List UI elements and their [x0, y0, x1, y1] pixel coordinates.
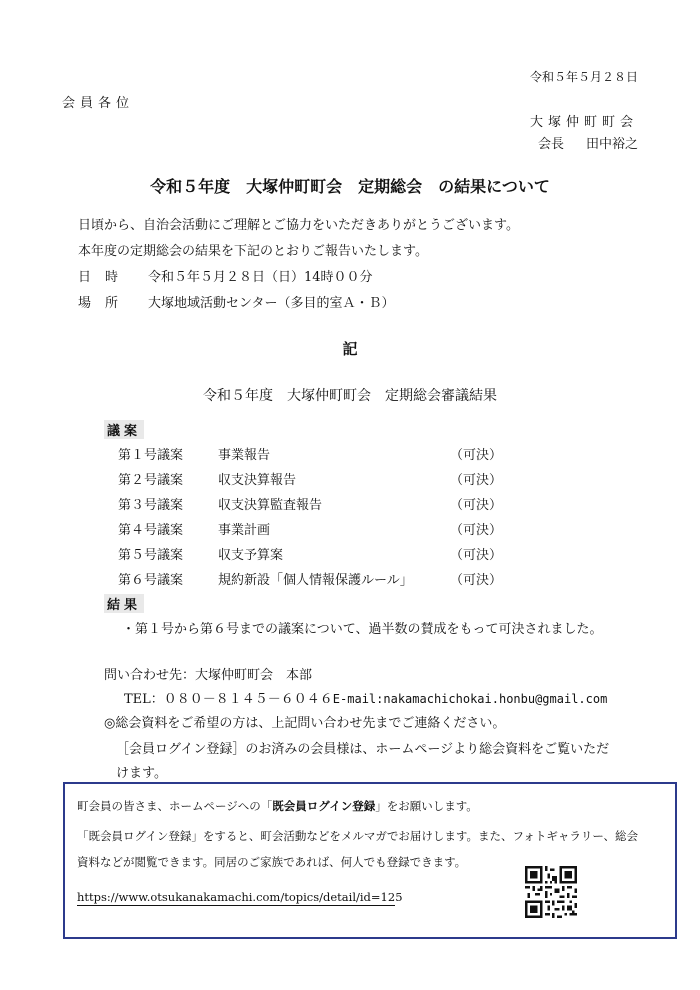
agenda-title: 事業計画: [218, 523, 271, 538]
agenda-title: 事業報告: [218, 448, 271, 463]
result-text: ・第１号から第６号までの議案について、過半数の賛成をもって可決されました。: [122, 622, 603, 637]
agenda-status: （可決）: [450, 498, 503, 513]
tel-email-line: [124, 688, 607, 707]
agenda-row: [118, 544, 502, 563]
qr-code-icon[interactable]: [525, 866, 577, 918]
intro-line-1: 日頃から、自治会活動にご理解とご協力をいただきありがとうございます。: [78, 218, 519, 233]
datetime-value: 令和５年５月２８日（日）14時００分: [148, 270, 373, 285]
sender-president: [538, 133, 638, 152]
result-heading: 結果: [104, 594, 144, 613]
president-title: 会長: [537, 137, 564, 152]
box-line-3: 資料などが閲覧できます。同居のご家族であれば、何人でも登録できます。: [77, 855, 467, 869]
login-note-line-2: けます。: [116, 766, 167, 781]
ki-heading: 記: [342, 340, 358, 358]
document-date: 令和５年５月２８日: [529, 70, 638, 84]
agenda-status: （可決）: [450, 548, 503, 563]
inquiry-line: 問い合わせ先：大塚仲町町会 本部: [104, 668, 313, 683]
agenda-number: 第４号議案: [118, 523, 184, 538]
president-name: 田中裕之: [585, 137, 638, 152]
agenda-number: 第６号議案: [118, 573, 184, 588]
place-label: 場所: [78, 296, 133, 311]
agenda-title: 収支決算監査報告: [218, 498, 323, 513]
login-registration-emphasis: 既会員ログイン登録: [272, 799, 376, 813]
agenda-row: [118, 494, 502, 513]
datetime-label: 日時: [78, 270, 133, 285]
agenda-status: （可決）: [450, 473, 503, 488]
login-note-line-1: ［会員ログイン登録］のお済みの会員様は、ホームページより総会資料をご覧いただ: [116, 742, 610, 757]
agenda-number: 第３号議案: [118, 498, 184, 513]
box-line-2: 「既会員ログイン登録」をすると、町会活動などをメルマガでお届けします。また、フォトギャラリー、総会: [77, 829, 638, 843]
agenda-number: 第５号議案: [118, 548, 184, 563]
datetime-row: [78, 266, 373, 285]
agenda-title: 収支決算報告: [218, 473, 297, 488]
addressee: 会員各位: [62, 96, 135, 111]
place-row: [78, 292, 394, 311]
sender-organization: 大塚仲町町会: [529, 115, 638, 130]
agenda-heading: 議案: [104, 420, 144, 439]
agenda-status: （可決）: [450, 573, 503, 588]
intro-line-2: 本年度の定期総会の結果を下記のとおりご報告いたします。: [78, 244, 428, 259]
materials-note: ◎総会資料をご希望の方は、上記問い合わせ先までご連絡ください。: [104, 716, 506, 731]
place-value: 大塚地域活動センター（多目的室Ａ・Ｂ）: [148, 296, 395, 311]
agenda-status: （可決）: [450, 448, 503, 463]
agenda-status: （可決）: [450, 523, 503, 538]
agenda-row: [118, 444, 502, 463]
agenda-number: 第２号議案: [118, 473, 184, 488]
document-title: 令和５年度 大塚仲町町会 定期総会 の結果について: [150, 177, 550, 196]
homepage-url-link[interactable]: https://www.otsukanakamachi.com/topics/detail/id=125: [77, 890, 403, 904]
agenda-title: 収支予算案: [218, 548, 284, 563]
email-address[interactable]: E-mail:nakamachichokai.honbu@gmail.com: [332, 692, 608, 706]
tel-number: TEL：０８０－８１４５－６０４６: [124, 692, 333, 707]
agenda-row: [118, 519, 502, 538]
login-registration-box: [63, 782, 677, 939]
box-line-1: 町会員の皆さま、ホームページへの「既会員ログイン登録」をお願いします。: [77, 799, 478, 813]
agenda-title: 規約新設「個人情報保護ルール」: [218, 573, 413, 588]
agenda-row: [118, 469, 502, 488]
results-subtitle: 令和５年度 大塚仲町町会 定期総会審議結果: [203, 388, 497, 404]
agenda-number: 第１号議案: [118, 448, 184, 463]
agenda-row: [118, 569, 502, 588]
